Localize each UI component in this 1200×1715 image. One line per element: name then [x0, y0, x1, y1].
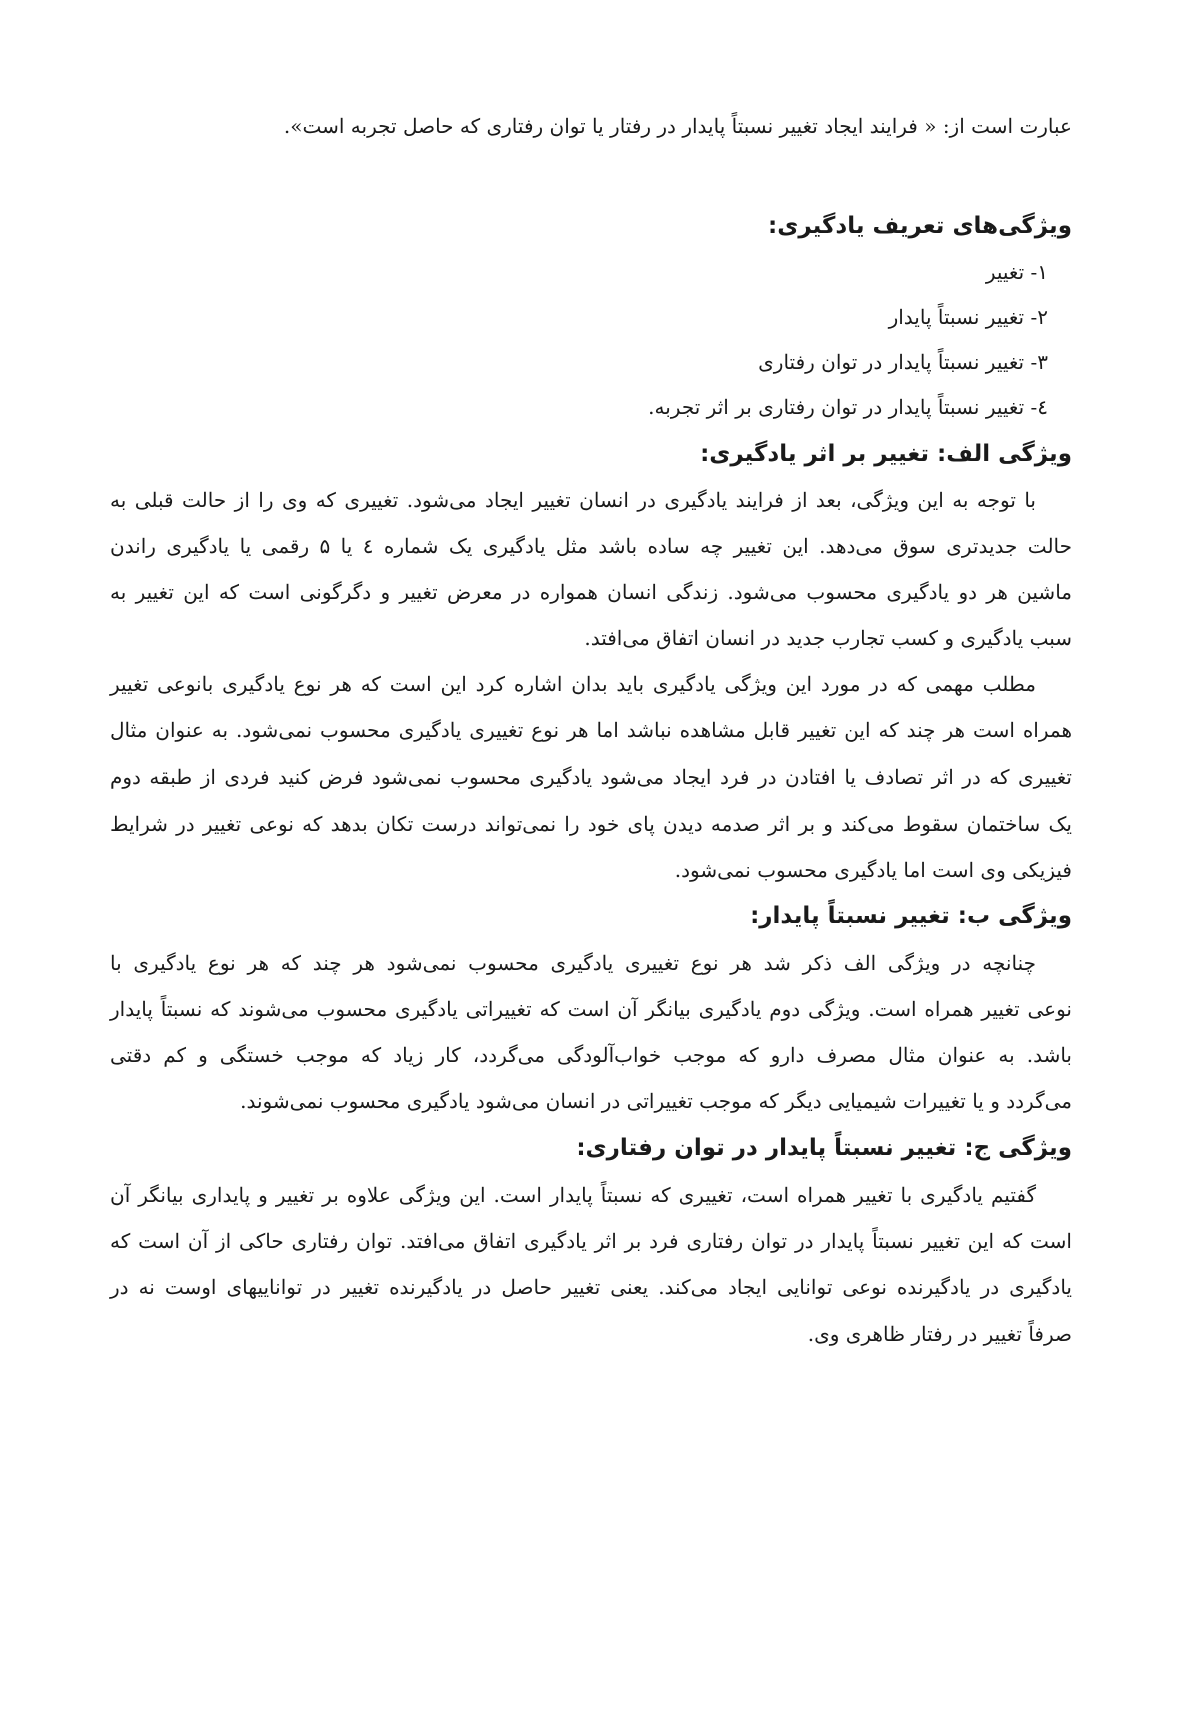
feature-item-1: ۱- تغییر — [985, 260, 1048, 284]
section-a-line: تغییری که در اثر تصادف یا افتادن در فرد ایجاد می‌شود یادگیری محسوب نمی‌شود فرض کنید فردی از طبقه دوم — [110, 765, 1073, 789]
section-b-line: باشد. به عنوان مثال مصرف دارو که موجب خواب‌آلودگی می‌گردد، کار زیاد که موجب خستگی و کم دقتی — [110, 1043, 1072, 1067]
section-a-line: ماشین هر دو یادگیری محسوب می‌شود. زندگی انسان همواره در معرض تغییر و دگرگونی است که این تغییر به — [110, 580, 1072, 604]
feature-item-2: ۲- تغییر نسبتاً پایدار — [888, 305, 1048, 329]
feature-item-4: ٤- تغییر نسبتاً پایدار در توان رفتاری بر اثر تجربه. — [648, 395, 1048, 419]
section-b-line: نوعی تغییر همراه است. ویژگی دوم یادگیری بیانگر آن است که تغییراتی یادگیری محسوب می‌شوند که نسبتاً پایدار — [110, 997, 1072, 1021]
section-a-line: با توجه به این ویژگی، بعد از فرایند یادگیری در انسان تغییر ایجاد می‌شود. تغییری که وی را از حالت قبلی به — [110, 488, 1036, 512]
section-c-heading: ویژگی ج: تغییر نسبتاً پایدار در توان رفتاری: — [576, 1135, 1072, 1161]
section-c-line: است که این تغییر نسبتاً پایدار در توان رفتاری فرد بر اثر یادگیری اتفاق می‌افتد. توان رفتاری حاکی از آن است که — [110, 1229, 1072, 1253]
section-a-line: سبب یادگیری و کسب تجارب جدید در انسان اتفاق می‌افتد. — [584, 626, 1072, 650]
section-b-line: می‌گردد و یا تغییرات شیمیایی دیگر که موجب تغییراتی در انسان می‌شود یادگیری محسوب نمی‌شوند. — [240, 1089, 1072, 1113]
section-a-line: همراه است هر چند که این تغییر قابل مشاهده نباشد اما هر نوع تغییری یادگیری محسوب نمی‌شود. به عنوان مثال — [110, 718, 1072, 742]
section-b-heading: ویژگی ب: تغییر نسبتاً پایدار: — [750, 903, 1072, 929]
section-c-line: گفتیم یادگیری با تغییر همراه است، تغییری که نسبتاً پایدار است. این ویژگی علاوه بر تغییر و پایداری بیانگر آن — [110, 1183, 1036, 1207]
section-c-line: یادگیری در یادگیرنده نوعی توانایی ایجاد می‌کند. یعنی تغییر حاصل در یادگیرنده تغییر در تواناییهای اوست نه در — [110, 1275, 1072, 1299]
section-b-line: چنانچه در ویژگی الف ذکر شد هر نوع تغییری یادگیری محسوب نمی‌شود هر چند که هر نوع یادگیری با — [110, 951, 1036, 975]
feature-item-3: ۳- تغییر نسبتاً پایدار در توان رفتاری — [758, 350, 1048, 374]
features-heading: ویژگی‌های تعریف یادگیری: — [768, 213, 1072, 239]
section-a-line: فیزیکی وی است اما یادگیری محسوب نمی‌شود. — [674, 858, 1072, 882]
section-a-line: مطلب مهمی که در مورد این ویژگی یادگیری باید بدان اشاره کرد این است که هر نوع یادگیری بانوعی تغییر — [110, 672, 1036, 696]
section-a-heading: ویژگی الف: تغییر بر اثر یادگیری: — [700, 441, 1072, 467]
intro-text: عبارت است از: « فرایند ایجاد تغییر نسبتاً پایدار در رفتار یا توان رفتاری که حاصل تجربه است». — [283, 114, 1072, 138]
section-a-line: یک ساختمان سقوط می‌کند و بر اثر صدمه دیدن پای خود را نمی‌تواند درست تکان بدهد که نوعی تغییر در شرایط — [110, 812, 1072, 836]
section-a-line: حالت جدیدتری سوق می‌دهد. این تغییر چه ساده باشد مثل یادگیری یک شماره ٤ یا ۵ رقمی یا یادگیری راندن — [110, 534, 1072, 558]
section-c-line: صرفاً تغییر در رفتار ظاهری وی. — [807, 1322, 1072, 1346]
